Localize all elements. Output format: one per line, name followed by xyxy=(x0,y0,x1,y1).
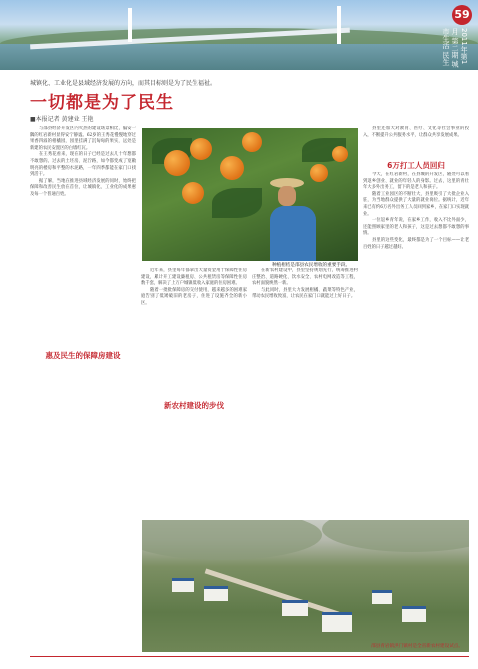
village-house xyxy=(204,586,228,601)
body-column-3 xyxy=(252,268,358,516)
article-headline: 一切都是为了民生 xyxy=(30,93,174,113)
village-house xyxy=(322,612,352,632)
body-column-4-top xyxy=(363,126,469,162)
footer-rule xyxy=(30,656,469,657)
photo-caption-orchard: 种植柑桔是邵县农民增收的重要手段。 xyxy=(272,263,351,268)
body-paragraph: 县里的这些变化，最终都是为了一个目标——让老百姓的日子越过越好。 xyxy=(363,237,469,250)
orchard-photo xyxy=(142,128,358,261)
orange-fruit xyxy=(220,156,244,180)
banner-river xyxy=(0,44,478,70)
leaf-shape xyxy=(212,188,262,218)
page-number-badge: 59 xyxy=(452,5,472,25)
issue-info: 2011年第1月 第二期 城市生活 民生 xyxy=(442,28,468,68)
orange-fruit xyxy=(190,138,212,160)
body-paragraph: 在王秀花看来，现在的日子已经是过去几十年想都不敢想的。过去的土坯房、泥泞路，如今都变成了宽敞明亮的楼房和平整的水泥路，一年四季都能在家门口找到活干。 xyxy=(30,152,136,178)
farmer-face xyxy=(278,186,296,206)
subheading-housing: 惠及民生的保障房建设 xyxy=(45,351,121,360)
body-column-4 xyxy=(363,172,469,577)
body-paragraph: 近年来，县里每年都拿出大量资金用于保障性住房建设，累计开工建设廉租房、公共租赁房等保障性住房数千套，解决了上万户城镇低收入家庭的住房困难。 xyxy=(141,268,247,287)
body-paragraph: 县里还加大对教育、医疗、文化等社会事业的投入，不断提升公共服务水平，让群众共享发展成果。 xyxy=(363,126,469,138)
bridge-tower xyxy=(128,8,132,42)
farmer-figure xyxy=(268,178,324,261)
orange-fruit xyxy=(242,132,262,152)
body-paragraph: 今天，在红岩新村，在县城的开发区，随处可以看到返乡创业、就业的年轻人的身影。过去，这里的青壮年大多外出务工，留下的是老人和孩子。 xyxy=(363,172,469,191)
hill-shape xyxy=(322,520,469,552)
article-byline: ■本报记者 黄建业 王艳 xyxy=(30,116,94,123)
farmer-body xyxy=(270,206,316,261)
village-house xyxy=(282,600,308,616)
bridge-tower xyxy=(337,6,341,44)
header-banner-photo xyxy=(0,0,478,70)
village-house xyxy=(372,590,392,604)
body-paragraph: 与此同时，县里大力发展柑橘、蔬菜等特色产业，带动农民增收致富，让农民在家门口就能过上好日子。 xyxy=(252,287,358,300)
hill-shape xyxy=(142,520,322,560)
orange-fruit xyxy=(164,150,190,176)
body-paragraph: 随着一批批保障房的交付使用，越来越多的困难家庭告别了低矮破旧的老房子，住进了设施齐全的新小区。 xyxy=(141,287,247,306)
village-house xyxy=(402,606,426,622)
village-house xyxy=(172,578,194,592)
subheading-new-village: 新农村建设的步伐 xyxy=(164,401,224,410)
body-column-2 xyxy=(141,268,247,516)
body-paragraph: 据了解，当地在推进县域经济发展的同时，始终把保障和改善民生放在首位，让城镇化、工业化的成果惠及每一个普通百姓。 xyxy=(30,178,136,197)
body-paragraph: 在新农村建设中，县里坚持规划先行，统筹推进村庄整治、道路硬化、饮水安全、农村电网改造等工程，农村面貌焕然一新。 xyxy=(252,268,358,287)
body-paragraph: 随着工业园区的不断壮大，县里吸引了大批企业入驻，为当地群众提供了大量的就业岗位。据统计，近年来已有约6万名外出务工人员回到家乡，在家门口实现就业。 xyxy=(363,191,469,217)
orange-fruit xyxy=(332,146,348,162)
body-paragraph: 与邵县经济开发区内火热的建设场景相比，偏安一隅的红岩新村显得安宁静谧。62岁的王秀花慢慢地穿过果香四溢的柑橘园，园里挂满了沉甸甸的果实，远处是新建的农民安置区的白墙红瓦。 xyxy=(30,126,136,151)
body-paragraph: 一位返乡青年说，在家乡工作，收入不比外面少，还能照顾家里的老人和孩子，这是过去想都不敢想的事情。 xyxy=(363,218,469,237)
article-deck: 城镇化、工业化是县域经济发展的方向，而其目标则是为了民生福祉。 xyxy=(30,80,217,87)
photo-caption-village: 邵县青岩镇洪门镇村是全省新农村建设试点。 xyxy=(371,644,463,649)
subheading-returning-workers: 6万打工人员回归 xyxy=(387,161,445,170)
village-aerial-photo xyxy=(142,520,469,652)
orange-fruit xyxy=(182,182,204,204)
